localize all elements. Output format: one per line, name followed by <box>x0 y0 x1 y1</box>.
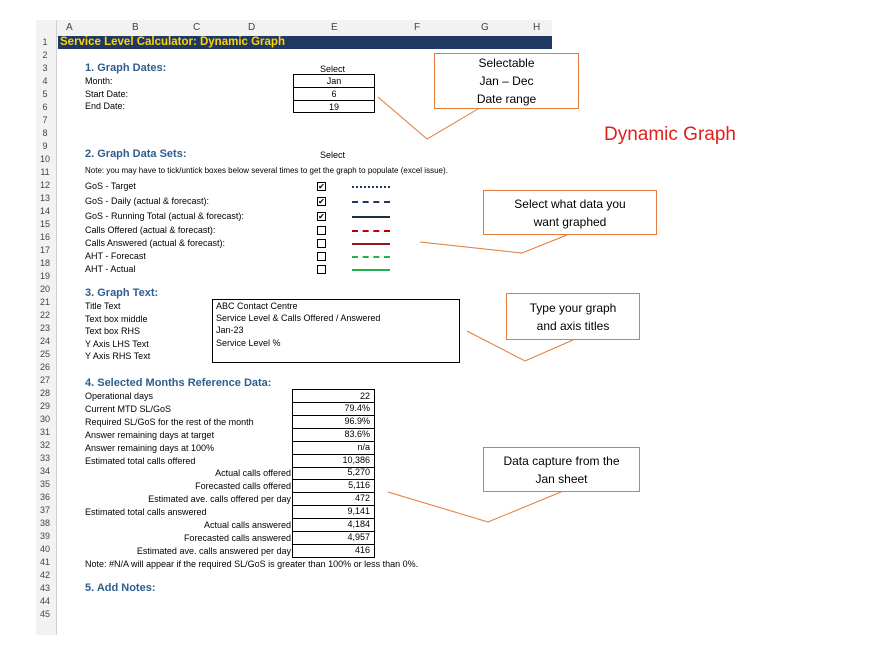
reference-label: Current MTD SL/GoS <box>85 403 172 414</box>
select-header-2: Select <box>320 150 346 160</box>
pointer-graph-titles <box>467 331 573 361</box>
select-header: Select <box>320 64 346 74</box>
reference-label: Answer remaining days at target <box>85 429 215 440</box>
reference-value-cell[interactable]: n/a <box>292 441 375 455</box>
dynamic-graph-label: Dynamic Graph <box>604 124 736 145</box>
callout-date-range-line-3: Date range <box>476 92 537 106</box>
reference-value-cell[interactable]: 10,386 <box>292 454 375 468</box>
row-header[interactable]: 26 <box>39 362 50 372</box>
reference-value-cell[interactable]: 5,116 <box>292 479 375 493</box>
row-header[interactable]: 4 <box>42 76 48 86</box>
start-date-label: Start Date: <box>85 89 129 99</box>
reference-label: Required SL/GoS for the rest of the month <box>85 416 254 427</box>
row-header[interactable]: 35 <box>39 479 50 489</box>
row-header[interactable]: 33 <box>39 453 50 463</box>
data-sets-note: Note: you may have to tick/untick boxes below several times to get the graph to populate (excel issue). <box>85 166 448 175</box>
row-header[interactable]: 42 <box>39 570 50 580</box>
row-header[interactable]: 36 <box>39 492 50 502</box>
row-header[interactable]: 7 <box>42 115 48 125</box>
row-header[interactable]: 38 <box>39 518 50 528</box>
row-header[interactable]: 19 <box>39 271 50 281</box>
reference-value-cell[interactable]: 472 <box>292 492 375 506</box>
reference-value-cell[interactable]: 96.9% <box>292 415 375 429</box>
row-header[interactable]: 39 <box>39 531 50 541</box>
pointer-select-data <box>420 235 567 253</box>
reference-value-cell[interactable]: 22 <box>292 389 375 403</box>
row-header[interactable]: 5 <box>42 89 48 99</box>
callout-data-capture-line-1: Data capture from the <box>503 453 620 468</box>
graph-text-input[interactable]: ABC Contact Centre <box>212 299 460 313</box>
row-header[interactable]: 2 <box>42 50 48 60</box>
col-header-c[interactable]: C <box>193 22 201 33</box>
reference-label: Estimated ave. calls offered per day <box>148 494 291 505</box>
row-header[interactable]: 40 <box>39 544 50 554</box>
callout-select-data-line-1: Select what data you <box>514 196 626 211</box>
row-header[interactable]: 28 <box>39 388 50 398</box>
row-header[interactable]: 13 <box>39 193 50 203</box>
reference-label: Answer remaining days at 100% <box>85 442 215 453</box>
checkmark-icon: ✔ <box>318 182 325 191</box>
row-header[interactable]: 23 <box>39 323 50 333</box>
section-graph-data-sets-heading: 2. Graph Data Sets: <box>85 148 187 160</box>
col-header-d[interactable]: D <box>248 22 256 33</box>
row-header[interactable]: 32 <box>39 440 50 450</box>
row-header[interactable]: 45 <box>39 609 50 619</box>
reference-label: Estimated total calls answered <box>85 507 207 518</box>
row-header[interactable]: 22 <box>39 310 50 320</box>
end-date-cell[interactable]: 19 <box>293 100 375 113</box>
row-header[interactable]: 6 <box>42 102 48 112</box>
row-header[interactable]: 3 <box>42 63 48 73</box>
pointer-date-range <box>378 97 478 139</box>
row-header[interactable]: 16 <box>39 232 50 242</box>
reference-value-cell[interactable]: 83.6% <box>292 428 375 442</box>
reference-label: Estimated ave. calls answered per day <box>136 545 291 556</box>
na-note: Note: #N/A will appear if the required SL/GoS is greater than 100% or less than 0%. <box>85 559 419 569</box>
checkmark-icon: ✔ <box>318 212 325 221</box>
callout-data-capture-line-2: Jan sheet <box>535 471 588 486</box>
reference-value-cell[interactable]: 4,957 <box>292 531 375 545</box>
section-reference-data-heading: 4. Selected Months Reference Data: <box>85 377 272 389</box>
reference-value-cell[interactable]: 4,184 <box>292 518 375 532</box>
graph-text-label: Text box middle <box>85 313 148 324</box>
row-header[interactable]: 20 <box>39 284 50 294</box>
section-add-notes-heading: 5. Add Notes: <box>85 582 156 594</box>
reference-label: Actual calls answered <box>203 520 291 530</box>
reference-value-cell[interactable]: 5,270 <box>292 466 375 480</box>
reference-value-cell[interactable]: 9,141 <box>292 505 375 519</box>
reference-label: Operational days <box>85 391 154 401</box>
graph-text-input[interactable]: Service Level & Calls Offered / Answered <box>212 312 460 326</box>
col-header-h[interactable]: H <box>533 22 541 33</box>
callout-graph-titles-line-1: Type your graph <box>529 300 617 315</box>
end-date-label: End Date: <box>85 101 126 111</box>
row-header[interactable]: 24 <box>39 336 50 346</box>
reference-label: Estimated total calls offered <box>85 455 196 466</box>
reference-label: Forecasted calls answered <box>183 532 291 543</box>
row-header[interactable]: 8 <box>42 128 48 138</box>
section-graph-dates-heading: 1. Graph Dates: <box>85 62 167 74</box>
checkmark-icon: ✔ <box>318 197 325 206</box>
month-select-cell[interactable]: Jan <box>293 74 375 88</box>
row-header[interactable]: 9 <box>42 141 48 151</box>
row-header[interactable]: 31 <box>39 427 50 437</box>
reference-value-cell[interactable]: 79.4% <box>292 402 375 416</box>
graph-text-input[interactable]: Jan-23 <box>212 324 460 338</box>
row-header[interactable]: 15 <box>39 219 50 229</box>
col-header-g[interactable]: G <box>481 22 489 33</box>
graph-text-label: Y Axis LHS Text <box>85 338 149 349</box>
row-header[interactable]: 12 <box>39 180 50 190</box>
data-set-label: Calls Answered (actual & forecast): <box>85 238 226 248</box>
data-set-label: Calls Offered (actual & forecast): <box>85 225 216 235</box>
start-date-cell[interactable]: 6 <box>293 87 375 101</box>
row-header[interactable]: 14 <box>39 206 50 216</box>
row-header[interactable]: 37 <box>39 505 50 515</box>
data-set-label: AHT - Actual <box>85 264 136 274</box>
row-header[interactable]: 43 <box>39 583 50 593</box>
row-header[interactable]: 27 <box>39 375 50 385</box>
data-set-label: GoS - Running Total (actual & forecast): <box>85 211 244 221</box>
month-label: Month: <box>85 76 113 86</box>
data-set-label: GoS - Target <box>85 181 136 191</box>
row-header[interactable]: 25 <box>39 349 50 359</box>
col-header-f[interactable]: F <box>414 22 421 33</box>
pointer-data-capture <box>388 492 561 522</box>
graph-text-input[interactable]: Service Level % <box>212 337 460 351</box>
row-header[interactable]: 11 <box>40 167 50 177</box>
row-header[interactable]: 10 <box>39 154 50 164</box>
row-header[interactable]: 29 <box>39 401 50 411</box>
row-header[interactable]: 41 <box>39 557 50 567</box>
graph-text-label: Title Text <box>85 301 121 311</box>
row-header[interactable]: 18 <box>39 258 50 268</box>
reference-label: Forecasted calls offered <box>195 481 291 492</box>
row-header[interactable]: 21 <box>39 297 50 307</box>
section-graph-text-heading: 3. Graph Text: <box>85 287 159 299</box>
row-header[interactable]: 30 <box>39 414 50 424</box>
callout-date-range-line-1: Selectable <box>478 56 535 70</box>
data-set-label: AHT - Forecast <box>85 251 146 261</box>
reference-label: Actual calls offered <box>215 468 291 479</box>
reference-value-cell[interactable]: 416 <box>292 544 375 558</box>
data-set-label: GoS - Daily (actual & forecast): <box>85 196 210 206</box>
col-header-a[interactable]: A <box>66 22 73 33</box>
callout-select-data-line-2: want graphed <box>533 214 607 229</box>
row-header[interactable]: 44 <box>39 596 50 606</box>
callout-date-range-line-2: Jan – Dec <box>479 74 534 88</box>
sheet-title: Service Level Calculator: Dynamic Graph <box>60 36 285 48</box>
row-header[interactable]: 17 <box>39 245 50 255</box>
col-header-e[interactable]: E <box>331 22 338 33</box>
callout-graph-titles-line-2: and axis titles <box>536 318 610 333</box>
graph-text-label: Text box RHS <box>85 326 141 337</box>
graph-text-label: Y Axis RHS Text <box>85 351 151 362</box>
row-header[interactable]: 34 <box>39 466 50 476</box>
row-header[interactable]: 1 <box>42 37 48 47</box>
col-header-b[interactable]: B <box>132 22 139 33</box>
